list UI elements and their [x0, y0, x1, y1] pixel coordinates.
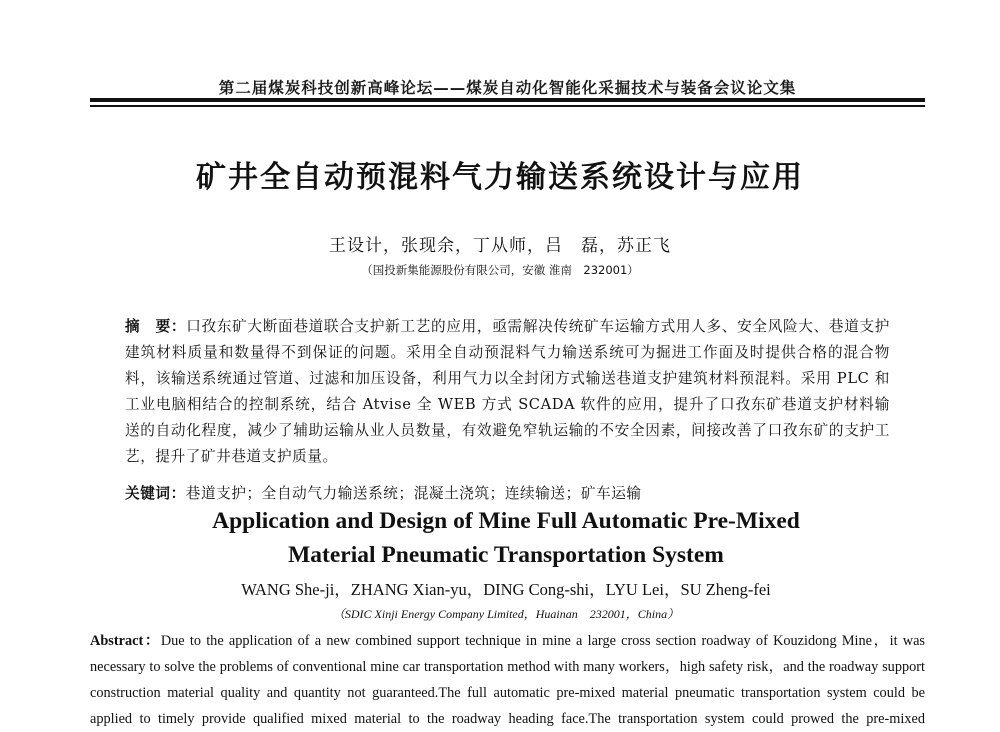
abstract-en-text: Due to the application of a new combined support technique in mine a large cross section roadway of Kouzidong Mine，it was necessary to solve the problems of conventional mine car transportation method with many workers，high safety risk，and the roadway support construction material quality and quantity not guaranteed.The full automatic pre-mixed material pneumatic transportation system could be applied to timely provide qualified mixed material to the roadway heading face.The transportation system could prowed the pre-mixed	[90, 633, 925, 727]
abstract-cn-label: 摘 要：	[125, 318, 187, 335]
affiliation-en: （SDIC Xinji Energy Company Limited，Huainan 232001，China）	[332, 607, 680, 621]
keywords-cn-label: 关键词：	[125, 485, 186, 502]
abstract-en-label: Abstract：	[90, 633, 161, 649]
affiliation-cn: （国投新集能源股份有限公司，安徽 淮南 232001）	[361, 263, 639, 277]
paper-title-en-line2: Material Pneumatic Transportation System	[288, 542, 724, 568]
header-rule-thin	[90, 105, 925, 107]
header-rule-thick	[90, 98, 925, 102]
authors-en: WANG She-ji，ZHANG Xian-yu，DING Cong-shi，LYU Lei，SU Zheng-fei	[241, 580, 771, 599]
keywords-cn	[125, 484, 890, 504]
abstract-en	[90, 628, 925, 732]
keywords-cn-text: 巷道支护；全自动气力输送系统；混凝土浇筑；连续输送；矿车运输	[185, 485, 642, 502]
running-header: 第二届煤炭科技创新高峰论坛——煤炭自动化智能化采掘技术与装备会议论文集	[218, 79, 797, 97]
paper-title-cn: 矿井全自动预混料气力输送系统设计与应用	[196, 160, 804, 195]
paper-title-en-line1: Application and Design of Mine Full Automatic Pre-Mixed	[212, 508, 800, 534]
abstract-cn	[125, 314, 890, 470]
authors-cn: 王设计，张现余，丁从师，吕 磊，苏正飞	[329, 236, 671, 256]
abstract-cn-text: 口孜东矿大断面巷道联合支护新工艺的应用，亟需解决传统矿车运输方式用人多、安全风险大、巷道支护建筑材料质量和数量得不到保证的问题。采用全自动预混料气力输送系统可为掘进工作面及时提供合格的混合物料，该输送系统通过管道、过滤和加压设备，利用气力以全封闭方式输送巷道支护建筑材料预混料。采用 PLC 和工业电脑相结合的控制系统，结合 Atvise 全 WEB 方式 SCADA 软件的应用，提升了口孜东矿巷道支护材料输送的自动化程度，减少了辅助运输从业人员数量，有效避免窄轨运输的不安全因素，间接改善了口孜东矿的支护工艺，提升了矿井巷道支护质量。	[125, 318, 890, 465]
